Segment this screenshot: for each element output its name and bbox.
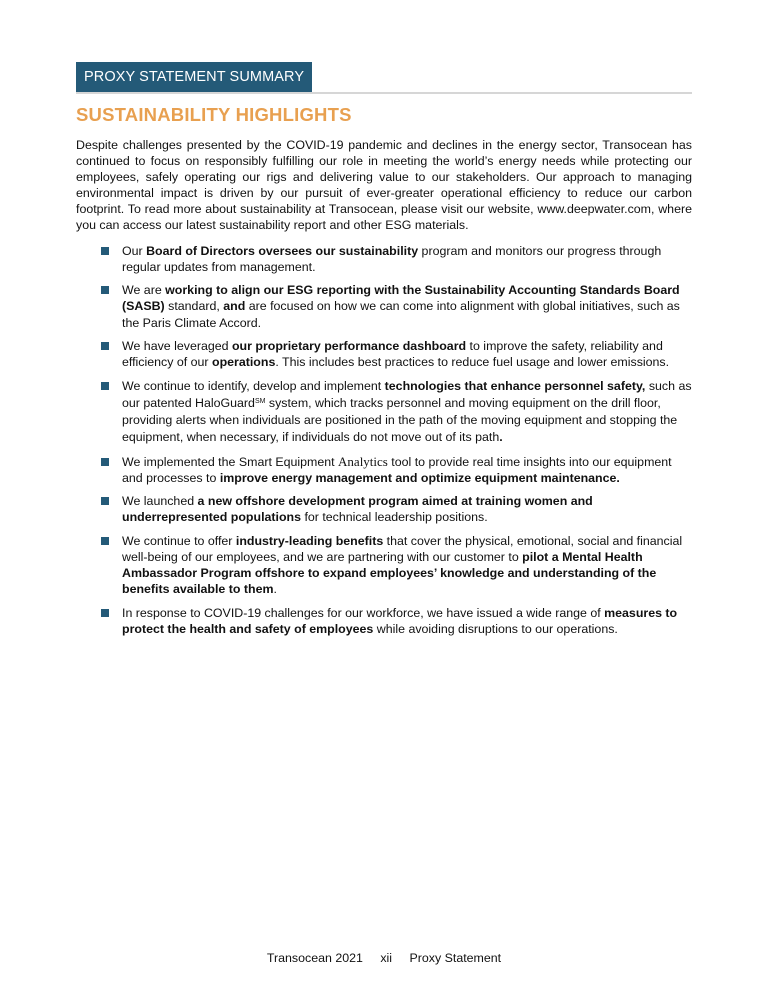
list-item	[76, 282, 692, 330]
text: We have leveraged	[122, 339, 232, 354]
bold-text: Board of Directors oversees our sustainability	[146, 243, 419, 258]
bold-text: improve energy management and optimize equipment maintenance.	[219, 470, 620, 485]
text: are focused on how we can come into alignment with global initiatives, such as the Paris Climate Accord.	[122, 299, 680, 330]
list-item	[76, 243, 692, 275]
header-divider	[76, 92, 692, 94]
text: . This includes best practices to reduce fuel usage and lower emissions.	[275, 355, 670, 370]
text: to improve the safety, reliability and efficiency of our	[122, 339, 663, 370]
text: system, which tracks personnel and moving equipment on the drill floor, providing alerts when individuals are positioned in the path of the moving equipment and stopping the equipment, when necessary, if individuals do not move out of its path	[122, 396, 678, 444]
bold-text: and	[223, 299, 246, 314]
bold-text: industry-leading benefits	[235, 534, 384, 549]
text: such as our patented HaloGuard	[122, 379, 692, 410]
text: that cover the physical, emotional, social and financial well-being of our employees, and we are partnering with our customer to	[122, 534, 683, 565]
text: for technical leadership positions.	[301, 510, 488, 525]
text: .	[273, 582, 277, 597]
bold-text: our proprietary performance dashboard	[231, 339, 467, 354]
bullet-square-icon	[101, 342, 109, 350]
list-item	[76, 605, 692, 637]
section-label: PROXY STATEMENT SUMMARY	[76, 62, 312, 92]
bold-text: working to align our ESG reporting with the Sustainability Accounting Standards Board (SASB)	[122, 283, 680, 314]
text: We continue to identify, develop and implement	[122, 379, 385, 393]
list-item	[76, 533, 692, 597]
bold-text: pilot a Mental Health Ambassador Program offshore to expand employees’ knowledge and understanding of the benefits available to them	[122, 550, 657, 597]
list-item	[76, 493, 692, 525]
page-content	[76, 0, 692, 725]
bullet-square-icon	[101, 286, 109, 294]
highlights-list	[76, 243, 692, 638]
bullet-square-icon	[101, 537, 109, 545]
intro-paragraph: Despite challenges presented by the COVID-19 pandemic and declines in the energy sector, Transocean has continued to focus on responsibly fulfilling our role in meeting the world’s energy needs while protecting our employees, safely operating our rigs and delivering value to our stakeholders. Our approach to managing environmental impact is driven by our pursuit of ever-greater operational efficiency to reduce our carbon footprint. To read more about sustainability at Transocean, please visit our website, www.deepwater.com, where you can access our latest sustainability report and other ESG materials.	[76, 138, 692, 233]
bold-text: .	[499, 430, 503, 444]
text: In response to COVID-19 challenges for our workforce, we have issued a wide range of	[122, 606, 605, 621]
text: while avoiding disruptions to our operations.	[373, 622, 618, 637]
bullet-square-icon	[101, 382, 109, 390]
text: SM	[254, 398, 266, 405]
text: We launched	[122, 494, 198, 509]
bold-text: operations	[212, 355, 276, 370]
footer-document: Proxy Statement	[409, 951, 502, 965]
footer-page-number: xii	[380, 951, 393, 965]
text: program and monitors our progress through regular updates from management.	[122, 243, 662, 274]
text: We implemented the Smart Equipment	[122, 454, 339, 469]
bullet-square-icon	[101, 247, 109, 255]
list-item	[76, 378, 692, 446]
text: Analytics	[338, 453, 388, 469]
bullet-square-icon	[101, 609, 109, 617]
list-item	[76, 454, 692, 486]
page-footer	[0, 950, 768, 966]
text: Our	[122, 243, 147, 258]
bold-text: measures to protect the health and safety of employees	[122, 606, 678, 637]
page-title: SUSTAINABILITY HIGHLIGHTS	[76, 104, 352, 125]
bullet-square-icon	[101, 497, 109, 505]
text: standard,	[164, 299, 224, 314]
text: We are	[122, 283, 166, 298]
footer-company: Transocean 2021	[266, 951, 363, 965]
text: tool to provide real time insights into our equipment and processes to	[122, 454, 672, 485]
bold-text: technologies that enhance personnel safety,	[384, 379, 646, 393]
bullet-square-icon	[101, 458, 109, 466]
list-item	[76, 338, 692, 370]
text: We continue to offer	[122, 534, 236, 549]
bold-text: a new offshore development program aimed at training women and underrepresented populations	[122, 494, 593, 525]
